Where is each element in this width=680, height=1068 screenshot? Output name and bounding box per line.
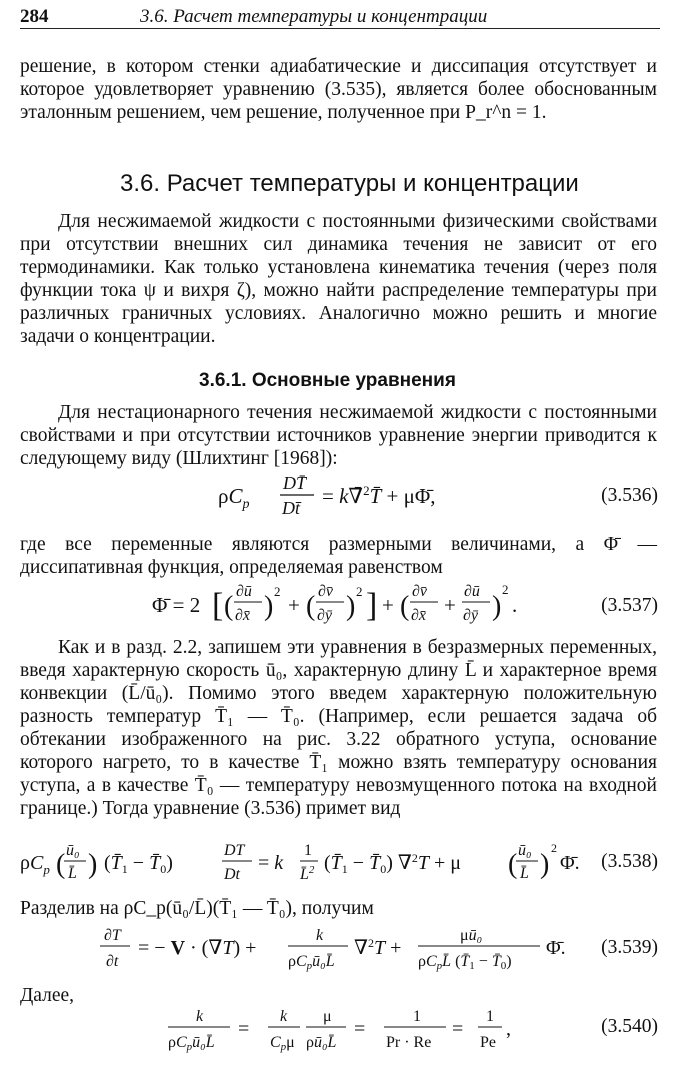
equation-number: (3.538): [601, 851, 658, 872]
svg-text:∂v̄: ∂v̄: [318, 583, 334, 600]
svg-text:Pe: Pe: [480, 1034, 496, 1051]
svg-text:∂x̄: ∂x̄: [411, 607, 427, 624]
equation-3-537: [0, 578, 680, 628]
section-heading: 3.6. Расчет температуры и концентрации: [120, 170, 579, 197]
equation-3-540: [0, 1004, 680, 1054]
dimensionless-paragraph: Как и в разд. 2.2, запишем эти уравнения в безразмерных переменных, введя характерную скорость ū₀, характерную длину L̄ и характерное время конвекции (L̄/ū₀). Помимо этого введем характерную положительную разность температур T̄₁ — T̄₀. (Например, если решается задача об обтекании изображенного на рис. 3.22 обратного уступа, основание которого нагрето, то в качестве T̄₁ можно взять температуру основания уступа, а в качестве T̄₀ — температуру невозмущенного потока на входной границе.) Тогда уравнение (3.536) примет вид: [20, 637, 657, 819]
equation-number: (3.537): [601, 595, 658, 616]
svg-text:∂T: ∂T: [104, 927, 121, 944]
svg-text:= − V · (∇T) +: = − V · (∇T) +: [138, 937, 257, 959]
svg-text:,: ,: [506, 1018, 511, 1040]
svg-text:k: k: [316, 927, 324, 944]
svg-text:L̄: L̄: [68, 865, 77, 882]
svg-text:Φ̄.: Φ̄.: [560, 852, 580, 874]
svg-text:ρCp: $\rho C_p$: [218, 484, 250, 512]
svg-text:k: k: [196, 1008, 204, 1025]
svg-text:): ): [346, 591, 356, 622]
equation-number: (3.540): [601, 1016, 658, 1037]
svg-text:L̄: L̄: [520, 865, 529, 882]
svg-text:): ): [88, 849, 98, 880]
equation-3-538-formula: [0, 838, 680, 890]
svg-text:= k∇̄2T̄ + μΦ̄,: = k∇̄$^2$T̄ + μΦ̄,: [322, 483, 436, 508]
intro-paragraph: решение, в котором стенки адиабатические и диссипация отсутствует и которое удовлетворяет уравнению (3.535), является более обоснованным эталонным решением, чем решение, полученное при P_r^n = 1.: [20, 56, 657, 123]
running-title: 3.6. Расчет температуры и концентрации: [140, 6, 488, 27]
svg-text:ρCpL̄ (T̄1 − T̄0): ρCpL̄ (T̄1 − T̄0): [418, 953, 512, 972]
svg-text:Φ̄.: Φ̄.: [546, 937, 566, 959]
page-number: 284: [20, 6, 49, 27]
equation-3-538: [0, 838, 680, 888]
svg-text:2: 2: [502, 582, 509, 597]
svg-text:Cpμ: Cpμ: [270, 1034, 295, 1053]
svg-text:Dt: Dt: [224, 866, 240, 883]
svg-text:∂v̄: ∂v̄: [412, 583, 428, 600]
svg-text:Pr · Re: Pr · Re: [386, 1034, 432, 1051]
equation-3-537-formula: [0, 578, 680, 632]
equation-3-536: [0, 470, 680, 520]
divide-line: Разделив на ρC_p(ū₀/L̄)(T̄₁ — T̄₀), получим: [20, 898, 374, 919]
svg-text:ρCp: $\rho C_p$: [20, 852, 50, 877]
equation-number: (3.539): [601, 937, 658, 958]
svg-text:ρCpū₀L̄: ρCpū₀L̄: [168, 1034, 215, 1053]
svg-text:(: (: [508, 849, 518, 880]
further-line: Далее,: [20, 985, 75, 1006]
svg-text:1: 1: [486, 1008, 494, 1025]
svg-text:): ): [492, 591, 502, 622]
svg-text:Dt̄: Dt̄: [282, 498, 300, 518]
section-paragraph: Для несжимаемой жидкости с постоянными физическими свойствами при отсутствии внешних сил динамика течения не зависит от его термодинамики. Как только установлена кинематика течения (через поля функции тока ψ и вихря ζ), можно найти распределение температуры при различных граничных условиях. Аналогично можно решить и многие задачи о концентрации.: [20, 211, 657, 347]
dissipation-paragraph: где все переменные являются размерными величинами, а Φ̄ — диссипативная функция, определяемая равенством: [20, 534, 657, 578]
page-header: [20, 6, 660, 29]
svg-text:Φ̄ = 2: Φ̄ = 2: [152, 593, 201, 617]
svg-text:.: .: [512, 593, 518, 617]
svg-text:[: [: [212, 587, 224, 624]
svg-text:∂t: ∂t: [106, 953, 119, 970]
equation-3-540-formula: [0, 1004, 680, 1060]
svg-text:1: 1: [413, 1008, 421, 1025]
svg-text:2: 2: [274, 584, 281, 599]
svg-text:=: =: [238, 1018, 250, 1040]
svg-text:ū₀: ū₀: [518, 842, 532, 859]
svg-text:DT̄: DT̄: [283, 473, 307, 493]
svg-text:ū₀: ū₀: [66, 842, 80, 859]
svg-text:=: =: [354, 1018, 366, 1040]
svg-text:∂x̄: ∂x̄: [235, 607, 251, 624]
equation-3-539: [0, 922, 680, 972]
svg-text:2: 2: [356, 584, 363, 599]
svg-text:∂ȳ: ∂ȳ: [463, 607, 479, 624]
equation-number: (3.536): [601, 485, 658, 506]
svg-text:]: ]: [366, 587, 378, 624]
svg-text:L̄2: L̄$^2$: [300, 864, 315, 883]
svg-text:(: (: [56, 849, 66, 880]
svg-text:(: (: [400, 591, 410, 622]
svg-text:+: +: [288, 593, 300, 617]
svg-text:): ): [540, 849, 550, 880]
svg-text:=: =: [452, 1018, 464, 1040]
svg-text:(T̄1 − T̄0) ∇2T + μ: ($T̄_1$ − $T̄_0$) ∇$^2$T + μ: [324, 851, 461, 876]
svg-text:(T̄1 − T̄0): ($T̄_1$ − $T̄_0$): [104, 852, 173, 876]
svg-text:ρū₀L̄: ρū₀L̄: [306, 1034, 337, 1051]
svg-text:∂ȳ: ∂ȳ: [317, 607, 333, 624]
equation-3-536-formula: [0, 470, 680, 520]
svg-text:∂ū: ∂ū: [236, 583, 252, 600]
energy-intro-paragraph: Для нестационарного течения несжимаемой жидкости с постоянными свойствами и при отсутствии источников уравнение энергии приводится к следующему виду (Шлихтинг [1968]):: [20, 402, 657, 469]
equation-3-539-formula: [0, 922, 680, 974]
svg-text:2: 2: [551, 841, 557, 855]
svg-text:(: (: [224, 591, 234, 622]
svg-text:μū₀: μū₀: [460, 927, 483, 944]
svg-text:): ): [264, 591, 274, 622]
svg-text:= k: = k: [258, 852, 284, 874]
subsection-heading: 3.6.1. Основные уравнения: [199, 370, 456, 391]
svg-text:∂ū: ∂ū: [464, 583, 480, 600]
svg-text:μ: μ: [323, 1008, 332, 1025]
svg-text:+: +: [382, 593, 394, 617]
svg-text:ρCpū₀L̄: ρCpū₀L̄: [288, 953, 335, 972]
svg-text:+: +: [444, 593, 456, 617]
svg-text:1: 1: [304, 842, 312, 859]
svg-text:DT: DT: [224, 842, 245, 859]
svg-text:k: k: [280, 1008, 288, 1025]
svg-text:(: (: [306, 591, 316, 622]
svg-text:∇2T +: ∇$^2$T +: [354, 936, 402, 959]
